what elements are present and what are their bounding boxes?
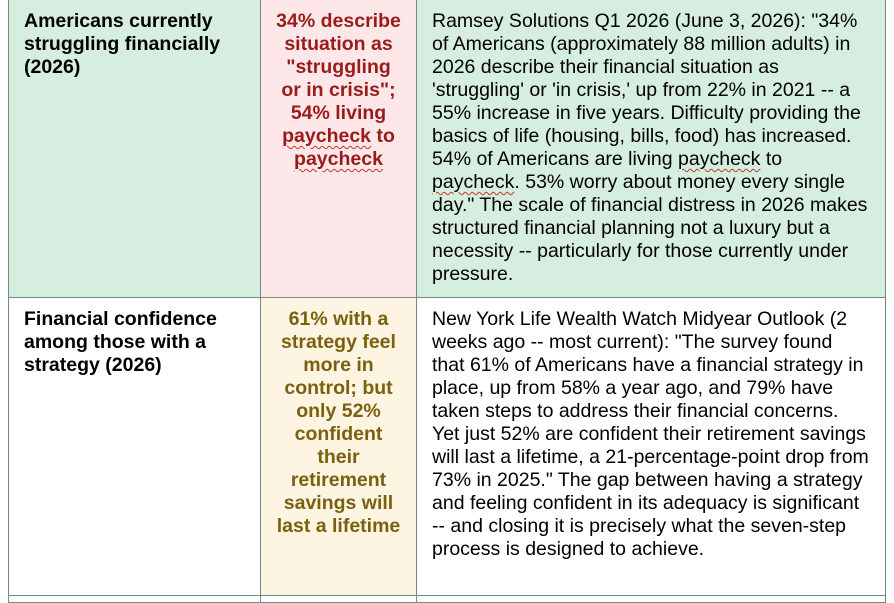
- data-table: [8, 0, 886, 603]
- statistic-text: 34% describe situation as "struggling or in crisis"; 54% living: [276, 10, 401, 124]
- row-label-text: Americans currently struggling financially (2026): [24, 10, 221, 78]
- row-description: [417, 298, 886, 596]
- row-statistic: [261, 0, 417, 298]
- description-text: to: [760, 148, 783, 170]
- statistic-text: to: [371, 125, 395, 147]
- spelling-flagged-word: paycheck: [282, 125, 372, 147]
- row-label: [9, 298, 261, 596]
- spelling-flagged-word: paycheck: [432, 171, 515, 193]
- row-statistic: [261, 298, 417, 596]
- spelling-flagged-word: paycheck: [678, 148, 761, 170]
- description-text: New York Life Wealth Watch Midyear Outlook (2 weeks ago -- most current): "The survey found that 61% of Americans have a financial strategy in place, up from 58% a year ago, and 79% have taken steps to address their financial concerns. Yet just 52% are confident their retirement savings will last a lifetime, a 21-percentage-point drop from 73% in 2025." The gap between having a strategy and feeling confident in its adequacy is significant -- and closing it is precisely what the seven-step process is designed to achieve.: [432, 308, 869, 560]
- row-label: [9, 0, 261, 298]
- row-label-text: Financial confidence among those with a strategy (2026): [24, 308, 217, 376]
- row-description: [417, 0, 886, 298]
- description-text: Ramsey Solutions Q1 2026 (June 3, 2026): "34% of Americans (approximately 88 million adults) in 2026 describe their financial situation as 'struggling' or 'in crisis,' up from 22% in 2021 -- a 55% increase in five years. Difficulty providing the basics of life (housing, bills, food) has increased. 54% of Americans are living: [432, 10, 861, 170]
- statistic-text: 61% with a strategy feel more in control; but only 52% confident their retirement savings will last a lifetime: [276, 308, 401, 537]
- table-row: [9, 298, 886, 596]
- spelling-flagged-word: paycheck: [294, 148, 383, 170]
- table-row: [9, 0, 886, 298]
- description-text: . 53% worry about money every single day." The scale of financial distress in 2026 makes structured financial planning not a luxury but a necessity -- particularly for those currently under pressure.: [432, 171, 868, 285]
